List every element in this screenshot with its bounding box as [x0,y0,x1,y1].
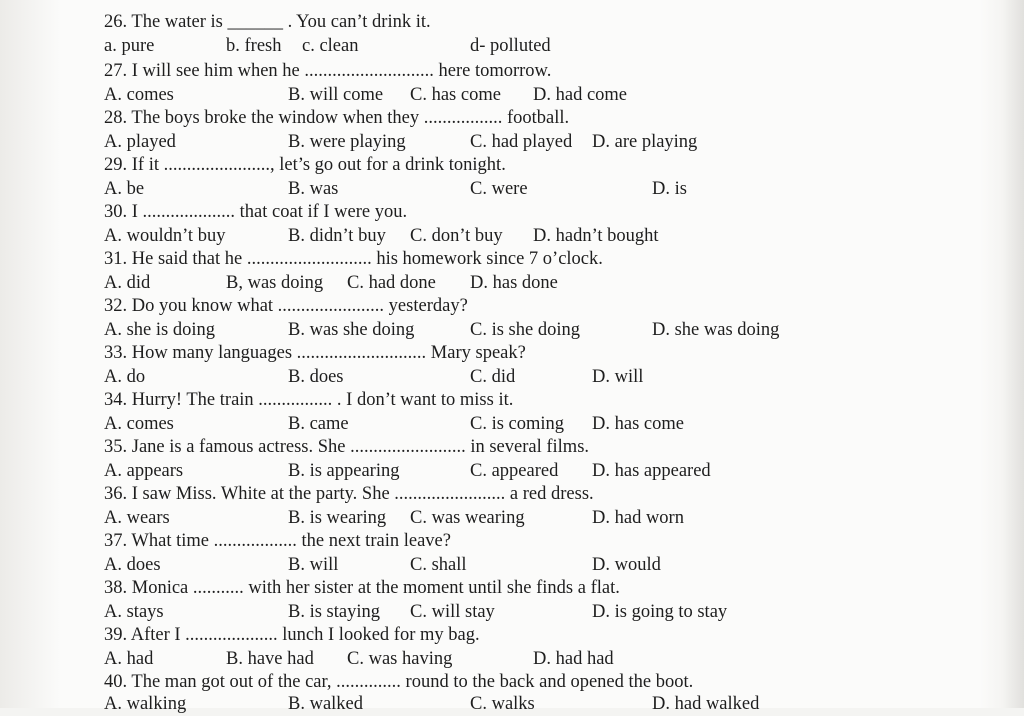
option-b: B. were playing [288,132,406,152]
question-33-stem: 33. How many languages ............................ Mary speak? [104,343,526,363]
option-d: D. has come [592,414,684,434]
question-39-options [0,648,1024,671]
option-c: C. had done [347,273,436,293]
option-a: A. played [104,132,176,152]
question-32-options [0,319,1024,342]
question-28-options [0,131,1024,154]
option-c: C. was wearing [410,508,525,528]
option-a: A. do [104,367,146,387]
question-36-stem: 36. I saw Miss. White at the party. She ........................ a red dress. [104,484,594,504]
option-d: D. has done [470,273,558,293]
option-d: D. has appeared [592,461,711,481]
question-36-options [0,507,1024,530]
question-29-stem: 29. If it ......................., let’s go out for a drink tonight. [104,155,506,175]
option-b: B. have had [226,649,314,669]
question-35-options [0,460,1024,483]
option-b: B. walked [288,694,364,714]
option-d: D. had had [533,649,614,669]
question-32-stem: 32. Do you know what ....................... yesterday? [104,296,468,316]
option-b: B. is wearing [288,508,387,528]
question-34-stem: 34. Hurry! The train ................ . I don’t want to miss it. [104,390,514,410]
page-edge-shadow [1002,0,1024,708]
question-26-options [0,35,1024,58]
question-31-options [0,272,1024,295]
option-b: B. didn’t buy [288,226,386,246]
option-a: A. comes [104,85,174,105]
question-40-stem: 40. The man got out of the car, .............. round to the back and opened the boot. [104,672,694,692]
option-a: A. did [104,273,151,293]
option-b: B. is appearing [288,461,400,481]
option-a: A. wouldn’t buy [104,226,226,246]
option-d: D. will [592,367,644,387]
option-d: D. are playing [592,132,698,152]
option-c: C. is coming [470,414,565,434]
question-38-options [0,601,1024,624]
option-c: C. were [470,179,528,199]
question-35-stem: 35. Jane is a famous actress. She ......................... in several films. [104,437,590,457]
question-28-stem: 28. The boys broke the window when they ................. football. [104,108,570,128]
question-30-options [0,225,1024,248]
option-a: A. appears [104,461,184,481]
option-c: C. shall [410,555,467,575]
option-c: C. don’t buy [410,226,503,246]
option-a: a. pure [104,36,155,56]
question-33-options [0,366,1024,389]
question-30-stem: 30. I .................... that coat if I were you. [104,202,408,222]
question-37-options [0,554,1024,577]
option-d: d- polluted [470,36,551,56]
option-b: B. will [288,555,339,575]
option-c: C. had played [470,132,573,152]
question-38-stem: 38. Monica ........... with her sister at the moment until she finds a flat. [104,578,620,598]
option-b: B, was doing [226,273,324,293]
option-d: D. is going to stay [592,602,728,622]
option-c: C. will stay [410,602,495,622]
option-a: A. be [104,179,145,199]
option-b: B. was she doing [288,320,415,340]
option-b: B. was [288,179,339,199]
question-34-options [0,413,1024,436]
option-a: A. walking [104,694,187,714]
option-b: B. is staying [288,602,380,622]
option-d: D. had worn [592,508,684,528]
option-d: D. she was doing [652,320,780,340]
option-a: A. she is doing [104,320,215,340]
option-c: C. was having [347,649,453,669]
question-39-stem: 39. After I .................... lunch I looked for my bag. [104,625,480,645]
option-c: c. clean [302,36,359,56]
question-27-options [0,84,1024,107]
option-b: B. came [288,414,349,434]
option-d: D. is [652,179,687,199]
question-40-options [0,693,1024,716]
option-a: A. had [104,649,154,669]
option-d: D. would [592,555,661,575]
option-a: A. comes [104,414,174,434]
question-29-options [0,178,1024,201]
option-a: A. wears [104,508,170,528]
option-b: B. will come [288,85,384,105]
question-37-stem: 37. What time .................. the next train leave? [104,531,451,551]
option-d: D. hadn’t bought [533,226,659,246]
option-a: A. stays [104,602,164,622]
option-a: A. does [104,555,161,575]
option-d: D. had walked [652,694,760,714]
option-b: b. fresh [226,36,282,56]
question-31-stem: 31. He said that he ........................... his homework since 7 o’clock. [104,249,603,269]
question-26-stem: 26. The water is ______ . You can’t drink it. [104,12,431,32]
question-27-stem: 27. I will see him when he ............................ here tomorrow. [104,61,552,81]
option-c: C. is she doing [470,320,580,340]
option-c: C. did [470,367,516,387]
option-c: C. appeared [470,461,559,481]
option-c: C. walks [470,694,535,714]
option-b: B. does [288,367,344,387]
option-d: D. had come [533,85,628,105]
option-c: C. has come [410,85,501,105]
